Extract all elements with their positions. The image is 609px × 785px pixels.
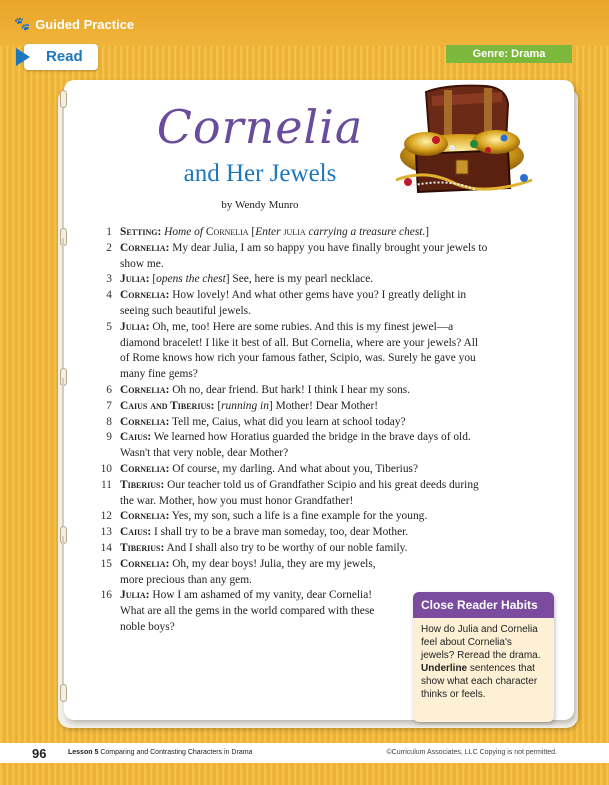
speaker-name: Cornelia:	[120, 241, 170, 254]
ring-line	[62, 378, 64, 528]
line-number: 3	[106, 273, 112, 286]
drama-line	[98, 383, 490, 399]
habits-text-after: sentences that show what each character thinks or feels.	[421, 663, 538, 700]
page-number: 96	[32, 746, 47, 761]
character-name: Cornelia	[205, 226, 249, 238]
line-number: 11	[101, 478, 112, 491]
line-number: 4	[106, 289, 112, 302]
speaker-name: Cornelia:	[120, 289, 170, 302]
dialogue-text: [	[214, 399, 222, 412]
stage-direction: Enter	[255, 226, 284, 238]
line-number: 13	[100, 526, 112, 539]
dialogue-text: Oh, me, too! Here are some rubies. And this is my finest jewel—a diamond bracelet! I like it best of all. But Cornelia, where are your jewels? All of Rome knows how rich your famous father, Scipio, was. Surely he gave you many fine gems?	[120, 320, 479, 381]
ring	[60, 90, 67, 108]
dialogue-text: Our teacher told us of Grandfather Scipio and his great deeds during the war. Mother, how you must honor Grandfather!	[120, 478, 479, 507]
speaker-name: Cornelia:	[120, 462, 170, 475]
line-number: 7	[106, 399, 112, 412]
speaker-name: Caius:	[120, 431, 152, 444]
paw-icon: 🐾	[14, 16, 31, 31]
dialogue-text: [	[149, 273, 157, 286]
section-title: Guided Practice	[35, 16, 135, 32]
speaker-name: Caius and Tiberius:	[120, 399, 215, 412]
treasure-chest-image	[386, 84, 538, 196]
speaker-name: Julia:	[120, 273, 150, 286]
stage-direction: opens the chest	[156, 273, 226, 286]
dialogue-text: We learned how Horatius guarded the bridge in the brave days of old. Wasn't that very noble, dear Mother?	[120, 431, 471, 460]
stage-direction: carrying a treasure chest.	[305, 226, 426, 238]
habits-text-before: How do Julia and Cornelia feel about Cornelia's jewels? Reread the drama.	[421, 624, 541, 661]
line-number: 12	[100, 510, 112, 523]
speaker-name: Cornelia:	[120, 510, 170, 523]
lesson-info	[68, 749, 252, 756]
dialogue-text: [	[248, 226, 256, 238]
line-number: 14	[100, 541, 112, 554]
copyright: ©Curriculum Associates, LLC Copying is not permitted.	[386, 749, 557, 756]
speaker-name: Caius:	[120, 526, 152, 539]
speaker-name: Cornelia:	[120, 383, 170, 396]
drama-line	[98, 509, 490, 525]
speaker-name: Tiberius:	[120, 541, 165, 554]
lesson-label: Lesson 5	[68, 749, 99, 756]
drama-line	[98, 430, 490, 462]
drama-line	[98, 288, 490, 320]
speaker-name: Julia:	[120, 320, 150, 333]
line-number: 5	[106, 320, 112, 333]
speaker-name: Tiberius:	[120, 478, 165, 491]
drama-line	[98, 225, 490, 241]
drama-line	[98, 399, 490, 415]
dialogue-text: ] Mother! Dear Mother!	[268, 399, 379, 412]
story-title: Cornelia	[156, 100, 364, 154]
dialogue-text: ]	[425, 226, 430, 238]
speaker-name: Setting:	[120, 226, 162, 238]
drama-text	[98, 225, 490, 636]
line-number: 8	[106, 415, 112, 428]
drama-line	[98, 462, 490, 478]
line-number: 1	[106, 226, 112, 238]
speaker-name: Cornelia:	[120, 415, 170, 428]
story-byline: by Wendy Munro	[221, 199, 299, 211]
dialogue-text: noble boys?	[120, 620, 175, 633]
speaker-name: Julia:	[120, 589, 150, 602]
habits-emphasis: Underline	[421, 663, 468, 674]
page-footer	[0, 743, 609, 763]
binder-rings	[57, 88, 77, 728]
dialogue-text: Of course, my darling. And what about you, Tiberius?	[169, 462, 419, 475]
ring-line	[62, 98, 64, 238]
stage-direction: Home of	[164, 226, 206, 238]
dialogue-text: Oh no, dear friend. But hark! I think I hear my sons.	[169, 383, 411, 396]
dialogue-text: more precious than any gem.	[120, 573, 252, 586]
stage-direction: running in	[221, 399, 269, 412]
speaker-name: Cornelia:	[120, 557, 170, 570]
habits-body	[413, 618, 554, 706]
dialogue-text: What are all the gems in the world compared with these	[120, 605, 375, 618]
genre-badge: Genre: Drama	[446, 45, 572, 63]
line-number: 15	[100, 557, 112, 570]
dialogue-text: My dear Julia, I am so happy you have finally brought your jewels to show me.	[120, 241, 488, 270]
drama-line	[98, 478, 490, 510]
dialogue-text: ] See, here is my pearl necklace.	[225, 273, 374, 286]
drama-line	[98, 320, 490, 383]
ring	[60, 684, 67, 702]
line-number: 9	[106, 431, 112, 444]
ring-line	[62, 238, 64, 368]
character-name: julia	[283, 226, 306, 238]
drama-line	[98, 541, 490, 557]
drama-line	[98, 415, 490, 431]
arrow-right-icon	[16, 48, 30, 66]
drama-line	[98, 241, 490, 273]
dialogue-text: Oh, my dear boys! Julia, they are my jewels,	[169, 557, 376, 570]
read-tab	[24, 44, 98, 70]
story-subtitle: and Her Jewels	[183, 160, 337, 187]
drama-line	[98, 272, 490, 288]
line-number: 10	[100, 462, 112, 475]
dialogue-text: And I shall also try to be worthy of our noble family.	[164, 541, 408, 554]
line-number: 2	[106, 241, 112, 254]
dialogue-text: Tell me, Caius, what did you learn at school today?	[169, 415, 406, 428]
dialogue-text: How lovely! And what other gems have you? I greatly delight in seeing such beautiful jewels.	[120, 289, 467, 317]
drama-line	[98, 557, 490, 589]
drama-line	[98, 525, 490, 541]
habits-title: Close Reader Habits	[413, 592, 554, 618]
dialogue-text: I shall try to be a brave man someday, too, dear Mother.	[151, 526, 409, 539]
lesson-title: Comparing and Contrasting Characters in Drama	[100, 749, 253, 756]
read-tab-label: Read	[46, 48, 83, 65]
line-number: 16	[100, 589, 112, 602]
close-reader-habits-box	[413, 592, 554, 722]
line-number: 6	[106, 383, 112, 396]
dialogue-text: How I am ashamed of my vanity, dear Cornelia!	[149, 589, 373, 602]
section-label	[14, 16, 134, 32]
ring-line	[62, 536, 64, 686]
dialogue-text: Yes, my son, such a life is a fine example for the young.	[169, 510, 428, 523]
